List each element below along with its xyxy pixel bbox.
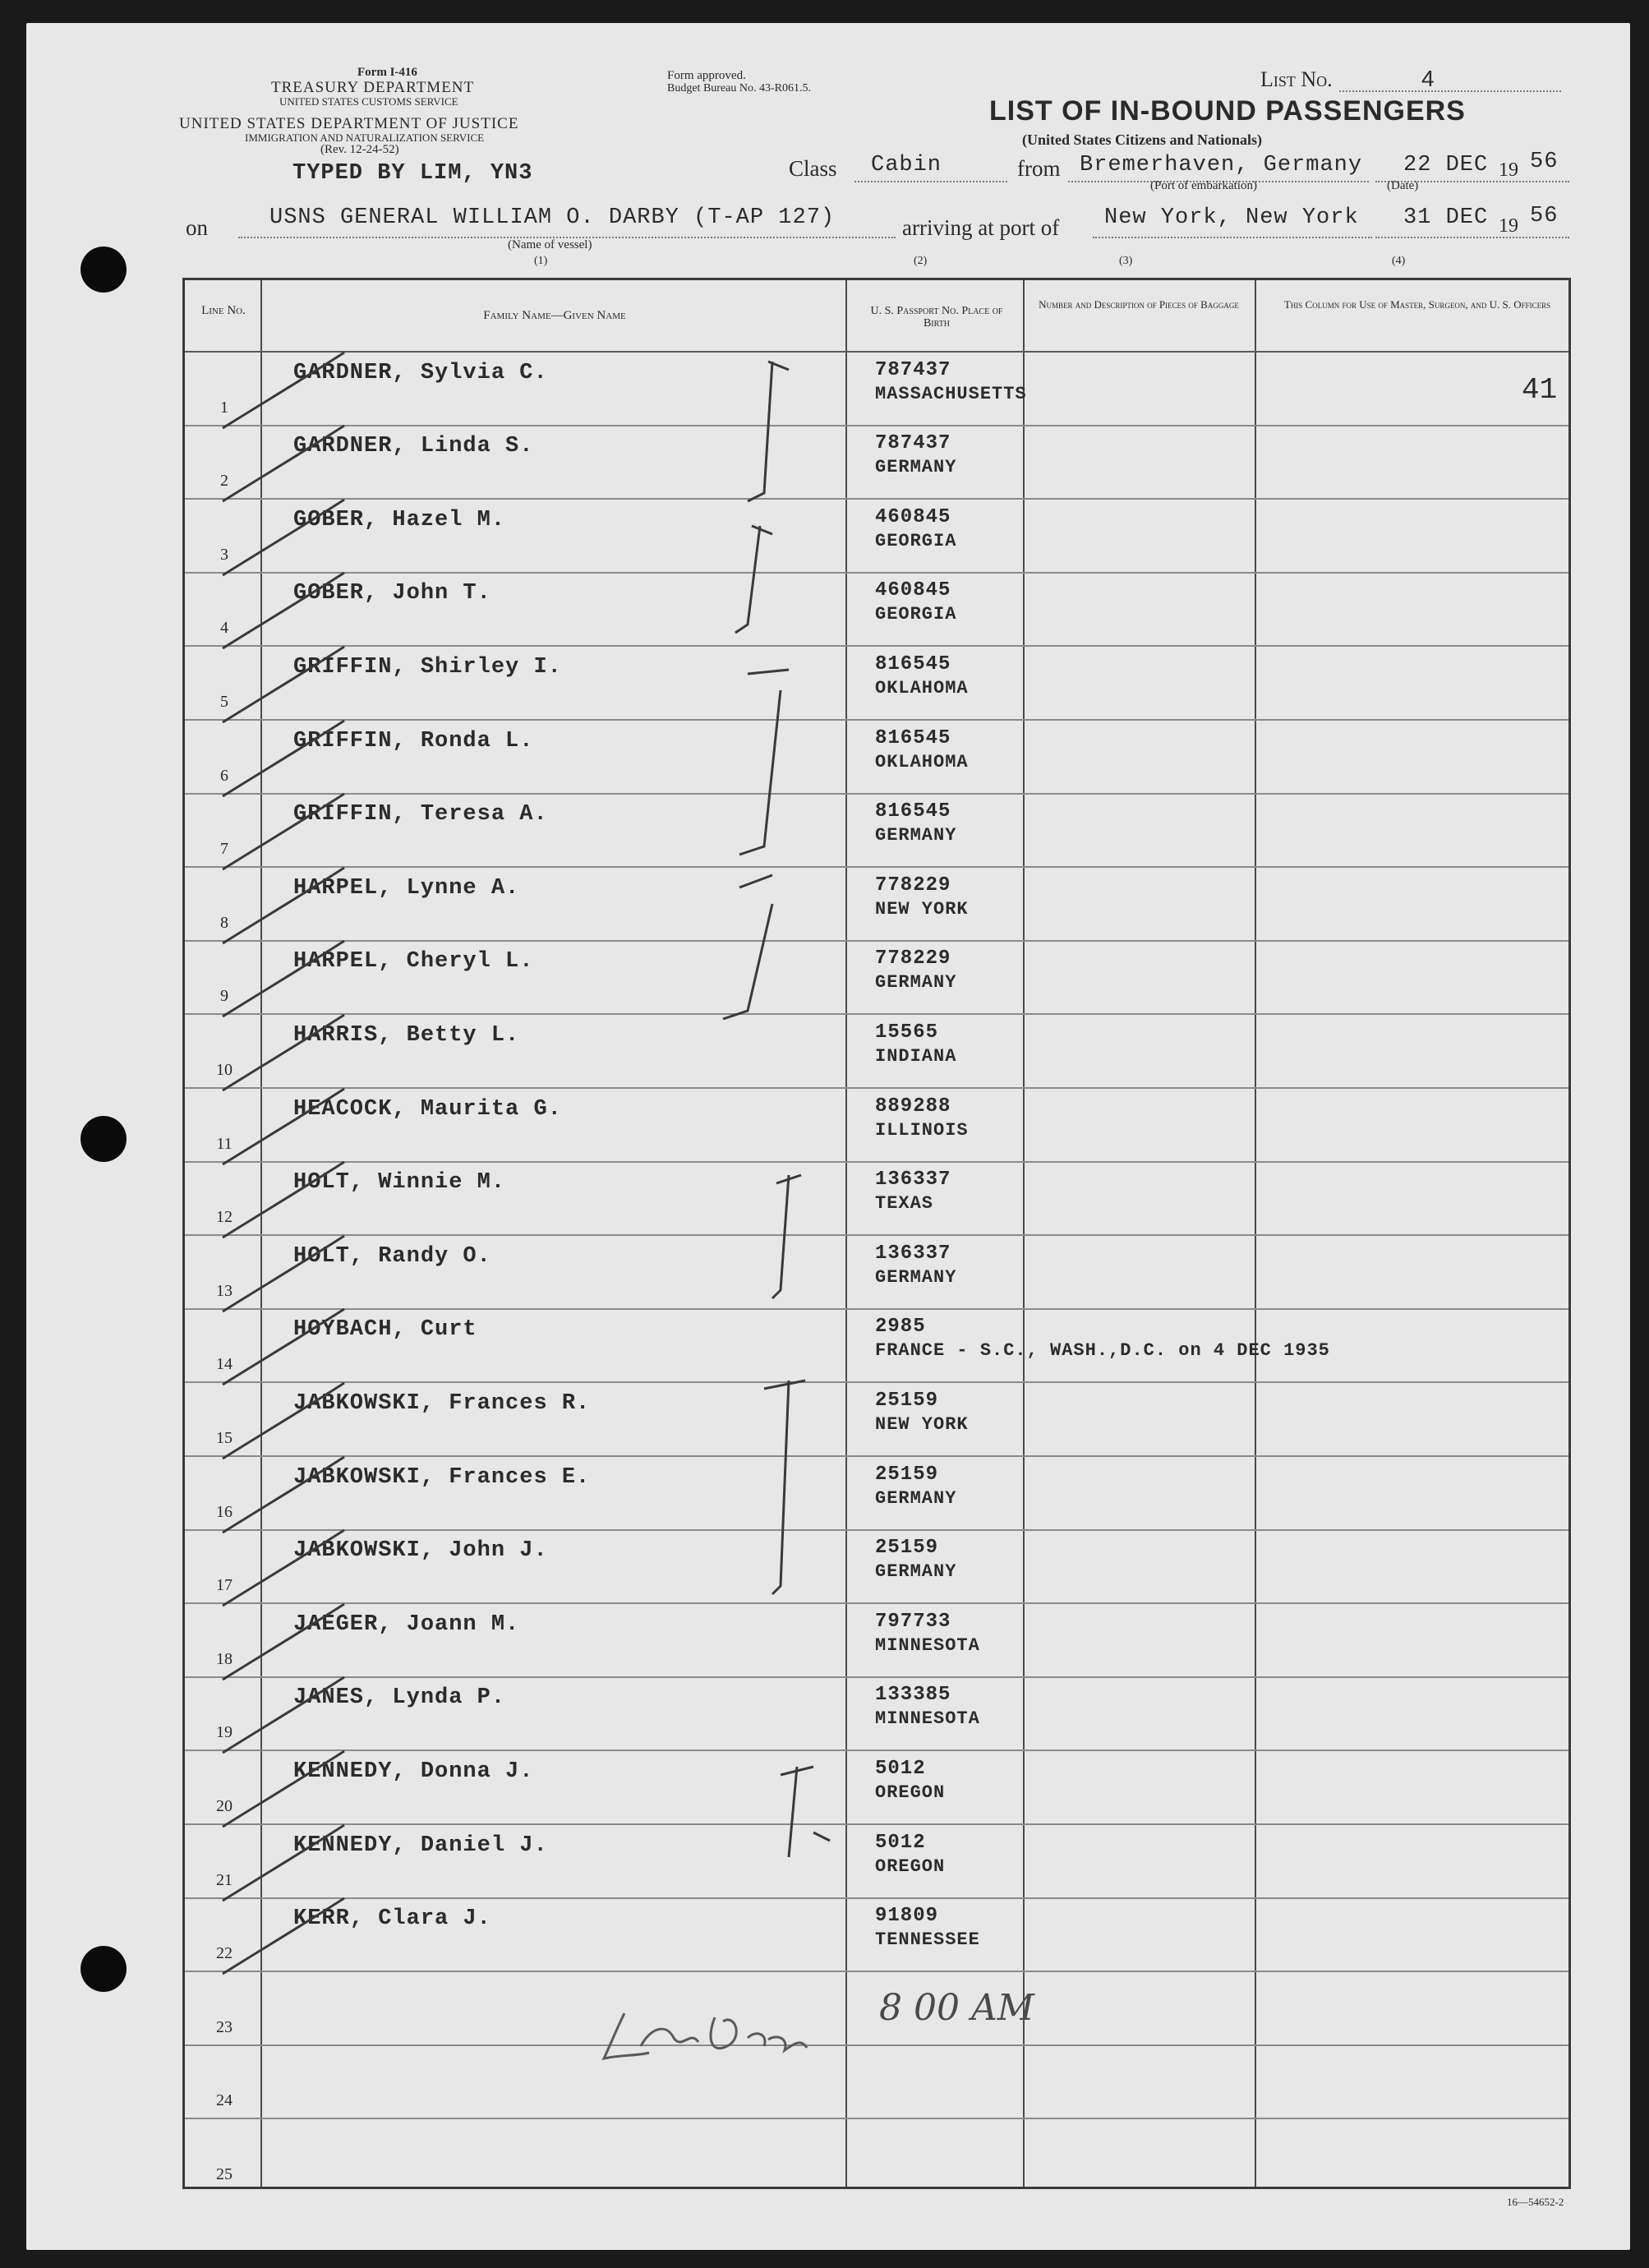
passenger-name: HARRIS, Betty L. — [293, 1023, 520, 1048]
col-num-3: (3) — [1119, 255, 1133, 267]
place-of-birth: TEXAS — [875, 1193, 934, 1215]
passenger-name: HARPEL, Cheryl L. — [293, 949, 534, 975]
passenger-name: GRIFFIN, Teresa A. — [293, 802, 548, 827]
col-header-name: Family Name—Given Name — [483, 309, 626, 322]
passenger-name: GRIFFIN, Shirley I. — [293, 655, 562, 680]
line-number: 16 — [216, 1502, 233, 1521]
passenger-name: HOLT, Randy O. — [293, 1243, 491, 1269]
passenger-name: GOBER, Hazel M. — [293, 507, 506, 532]
date-caption: (Date) — [1387, 179, 1419, 192]
place-of-birth: GERMANY — [875, 457, 957, 478]
passenger-name: JABKOWSKI, John J. — [293, 1538, 548, 1564]
class-label: Class — [789, 156, 837, 181]
departure-date: 22 DEC — [1403, 153, 1489, 177]
passport-number: 2985 — [875, 1316, 926, 1339]
arrival-year: 56 — [1530, 204, 1559, 228]
place-of-birth: INDIANA — [875, 1046, 957, 1067]
row-divider — [185, 866, 1568, 868]
line-number: 8 — [220, 913, 228, 932]
row-divider — [185, 645, 1568, 647]
passport-number: 5012 — [875, 1831, 926, 1854]
passport-number: 816545 — [875, 653, 951, 675]
footer-code: 16—54652-2 — [1507, 2196, 1564, 2208]
place-of-birth: OREGON — [875, 1782, 946, 1803]
ins-service: IMMIGRATION AND NATURALIZATION SERVICE — [245, 131, 485, 144]
row-divider — [185, 1897, 1568, 1899]
row-divider — [185, 1308, 1568, 1310]
line-number: 13 — [216, 1281, 233, 1300]
customs-service: UNITED STATES CUSTOMS SERVICE — [279, 95, 458, 108]
passport-number: 460845 — [875, 579, 951, 602]
row-divider — [185, 572, 1568, 574]
place-of-birth: MINNESOTA — [875, 1708, 980, 1730]
place-of-birth: ILLINOIS — [875, 1119, 969, 1141]
place-of-birth: GEORGIA — [875, 530, 957, 551]
row-divider — [185, 1823, 1568, 1825]
place-of-birth: FRANCE - S.C., WASH.,D.C. on 4 DEC 1935 — [875, 1340, 1330, 1362]
col-header-officers: This Column for Use of Master, Surgeon, and U. S. Officers — [1283, 298, 1551, 311]
binder-hole — [81, 1946, 127, 1992]
passport-number: 816545 — [875, 726, 951, 749]
binder-hole — [81, 247, 127, 293]
form-title: LIST OF IN-BOUND PASSENGERS — [989, 95, 1466, 127]
handwritten-signature — [592, 1980, 863, 2071]
row-divider — [185, 1087, 1568, 1089]
depart-year-prefix: 19 — [1499, 159, 1518, 181]
passenger-name: HOLT, Winnie M. — [293, 1170, 506, 1196]
place-of-birth: TENNESSEE — [875, 1929, 980, 1951]
arrival-year-prefix: 19 — [1499, 215, 1518, 237]
place-of-birth: GERMANY — [875, 1266, 957, 1288]
row-divider — [185, 425, 1568, 426]
passport-number: 787437 — [875, 432, 951, 455]
place-of-birth: GERMANY — [875, 825, 957, 846]
line-number: 20 — [216, 1797, 233, 1815]
passport-number: 460845 — [875, 505, 951, 528]
row-divider — [185, 1161, 1568, 1163]
port-embark-caption: (Port of embarkation) — [1150, 179, 1257, 192]
row-divider — [185, 1676, 1568, 1678]
passport-number: 778229 — [875, 874, 951, 897]
row-divider — [185, 1455, 1568, 1457]
passenger-name: JABKOWSKI, Frances R. — [293, 1391, 591, 1416]
passport-number: 5012 — [875, 1758, 926, 1780]
list-no-value: 4 — [1421, 66, 1435, 91]
passenger-name: GARDNER, Sylvia C. — [293, 360, 548, 385]
row-divider — [185, 1381, 1568, 1383]
typed-by: TYPED BY LIM, YN3 — [292, 161, 533, 186]
passenger-name: KENNEDY, Donna J. — [293, 1759, 534, 1784]
line-number: 11 — [216, 1134, 233, 1153]
place-of-birth: GERMANY — [875, 1561, 957, 1583]
passport-number: 797733 — [875, 1610, 951, 1633]
budget-bureau: Budget Bureau No. 43-R061.5. — [667, 82, 811, 94]
col-num-4: (4) — [1392, 255, 1406, 267]
passport-number: 816545 — [875, 800, 951, 823]
place-of-birth: OKLAHOMA — [875, 678, 969, 698]
form-subtitle: (United States Citizens and Nationals) — [1022, 131, 1263, 148]
passport-number: 778229 — [875, 947, 951, 970]
passenger-name: HEACOCK, Maurita G. — [293, 1096, 562, 1122]
list-no-label: List No. — [1260, 67, 1333, 91]
place-of-birth: GERMANY — [875, 1487, 957, 1509]
row-divider — [185, 793, 1568, 795]
passport-number: 25159 — [875, 1463, 939, 1486]
place-of-birth: MASSACHUSETTS — [875, 383, 1027, 404]
form-number: Form I-416 — [357, 66, 417, 79]
passport-number: 136337 — [875, 1242, 951, 1265]
row-divider — [185, 719, 1568, 721]
passenger-name: JAEGER, Joann M. — [293, 1611, 520, 1637]
line-number: 14 — [216, 1355, 233, 1374]
passenger-name: KERR, Clara J. — [293, 1906, 491, 1932]
line-number: 19 — [216, 1723, 233, 1742]
row-divider — [185, 2118, 1568, 2119]
passport-number: 25159 — [875, 1390, 939, 1412]
line-number: 18 — [216, 1649, 233, 1668]
passenger-name: HOYBACH, Curt — [293, 1317, 477, 1343]
justice-dept: UNITED STATES DEPARTMENT OF JUSTICE — [179, 115, 519, 132]
passenger-table — [182, 278, 1571, 2189]
line-number: 21 — [216, 1870, 233, 1889]
line-number: 5 — [220, 693, 228, 711]
place-of-birth: NEW YORK — [875, 1414, 969, 1435]
line-number: 23 — [216, 2017, 233, 2036]
class-value: Cabin — [871, 153, 942, 177]
row-divider — [185, 1749, 1568, 1751]
passport-number: 91809 — [875, 1905, 939, 1928]
row-divider — [185, 1013, 1568, 1015]
arriving-label: arriving at port of — [902, 215, 1060, 240]
place-of-birth: GERMANY — [875, 972, 957, 993]
row-divider — [185, 1529, 1568, 1531]
col-num-2: (2) — [914, 255, 928, 267]
line-number: 15 — [216, 1429, 233, 1447]
on-label: on — [186, 215, 208, 240]
treasury-dept: TREASURY DEPARTMENT — [271, 79, 475, 96]
time-text: 8 00 AM — [879, 1987, 1034, 2029]
line-number: 7 — [220, 840, 228, 859]
place-of-birth: OKLAHOMA — [875, 751, 969, 772]
passenger-name: JABKOWSKI, Frances E. — [293, 1464, 591, 1490]
vessel-caption: (Name of vessel) — [508, 238, 592, 251]
row-divider — [185, 498, 1568, 500]
place-of-birth: NEW YORK — [875, 898, 969, 920]
line-number: 10 — [216, 1061, 233, 1079]
place-of-birth: GEORGIA — [875, 604, 957, 625]
passenger-name: GRIFFIN, Ronda L. — [293, 728, 534, 754]
line-number: 2 — [220, 472, 228, 491]
line-number: 9 — [220, 987, 228, 1006]
arrival-port: New York, New York — [1104, 205, 1359, 230]
departure-year: 56 — [1530, 150, 1559, 174]
passenger-name: GARDNER, Linda S. — [293, 434, 534, 459]
passenger-name: HARPEL, Lynne A. — [293, 875, 520, 901]
handwritten-time — [879, 1987, 1034, 2029]
passenger-name: GOBER, John T. — [293, 581, 491, 606]
vessel-name: USNS GENERAL WILLIAM O. DARBY (T-AP 127) — [269, 205, 836, 230]
form-approved: Form approved. — [667, 69, 746, 82]
line-number: 4 — [220, 619, 228, 638]
row-divider — [185, 1602, 1568, 1604]
officer-count: 41 — [1522, 373, 1558, 407]
place-of-birth: OREGON — [875, 1855, 946, 1877]
col-header-baggage: Number and Description of Pieces of Baggage — [1039, 298, 1239, 311]
signature-text: L.C. Doria — [592, 1980, 596, 1981]
col-num-1: (1) — [534, 255, 548, 267]
row-divider — [185, 1971, 1568, 1972]
binder-hole — [81, 1116, 127, 1162]
line-number: 1 — [220, 398, 228, 417]
row-divider — [185, 2044, 1568, 2046]
line-number: 3 — [220, 545, 228, 564]
port-of-embarkation: Bremerhaven, Germany — [1080, 153, 1363, 177]
passport-number: 133385 — [875, 1684, 951, 1707]
row-divider — [185, 940, 1568, 942]
place-of-birth: MINNESOTA — [875, 1634, 980, 1656]
passport-number: 25159 — [875, 1537, 939, 1560]
col-header-passport: U. S. Passport No. Place of Birth — [870, 305, 1003, 330]
line-number: 25 — [216, 2165, 233, 2183]
revision: (Rev. 12-24-52) — [320, 143, 399, 156]
passport-number: 15565 — [875, 1021, 939, 1044]
passport-number: 889288 — [875, 1095, 951, 1118]
col-header-line-no: Line No. — [201, 304, 246, 317]
line-number: 12 — [216, 1208, 233, 1227]
from-label: from — [1017, 156, 1061, 181]
passenger-name: KENNEDY, Daniel J. — [293, 1832, 548, 1858]
line-number: 17 — [216, 1576, 233, 1595]
line-number: 22 — [216, 1944, 233, 1963]
check-stroke — [213, 1892, 361, 1982]
line-number: 6 — [220, 766, 228, 785]
passenger-name: JANES, Lynda P. — [293, 1685, 506, 1711]
row-divider — [185, 1234, 1568, 1236]
line-number: 24 — [216, 2091, 233, 2110]
passport-number: 136337 — [875, 1169, 951, 1192]
arrival-date: 31 DEC — [1403, 205, 1489, 230]
passport-number: 787437 — [875, 358, 951, 381]
